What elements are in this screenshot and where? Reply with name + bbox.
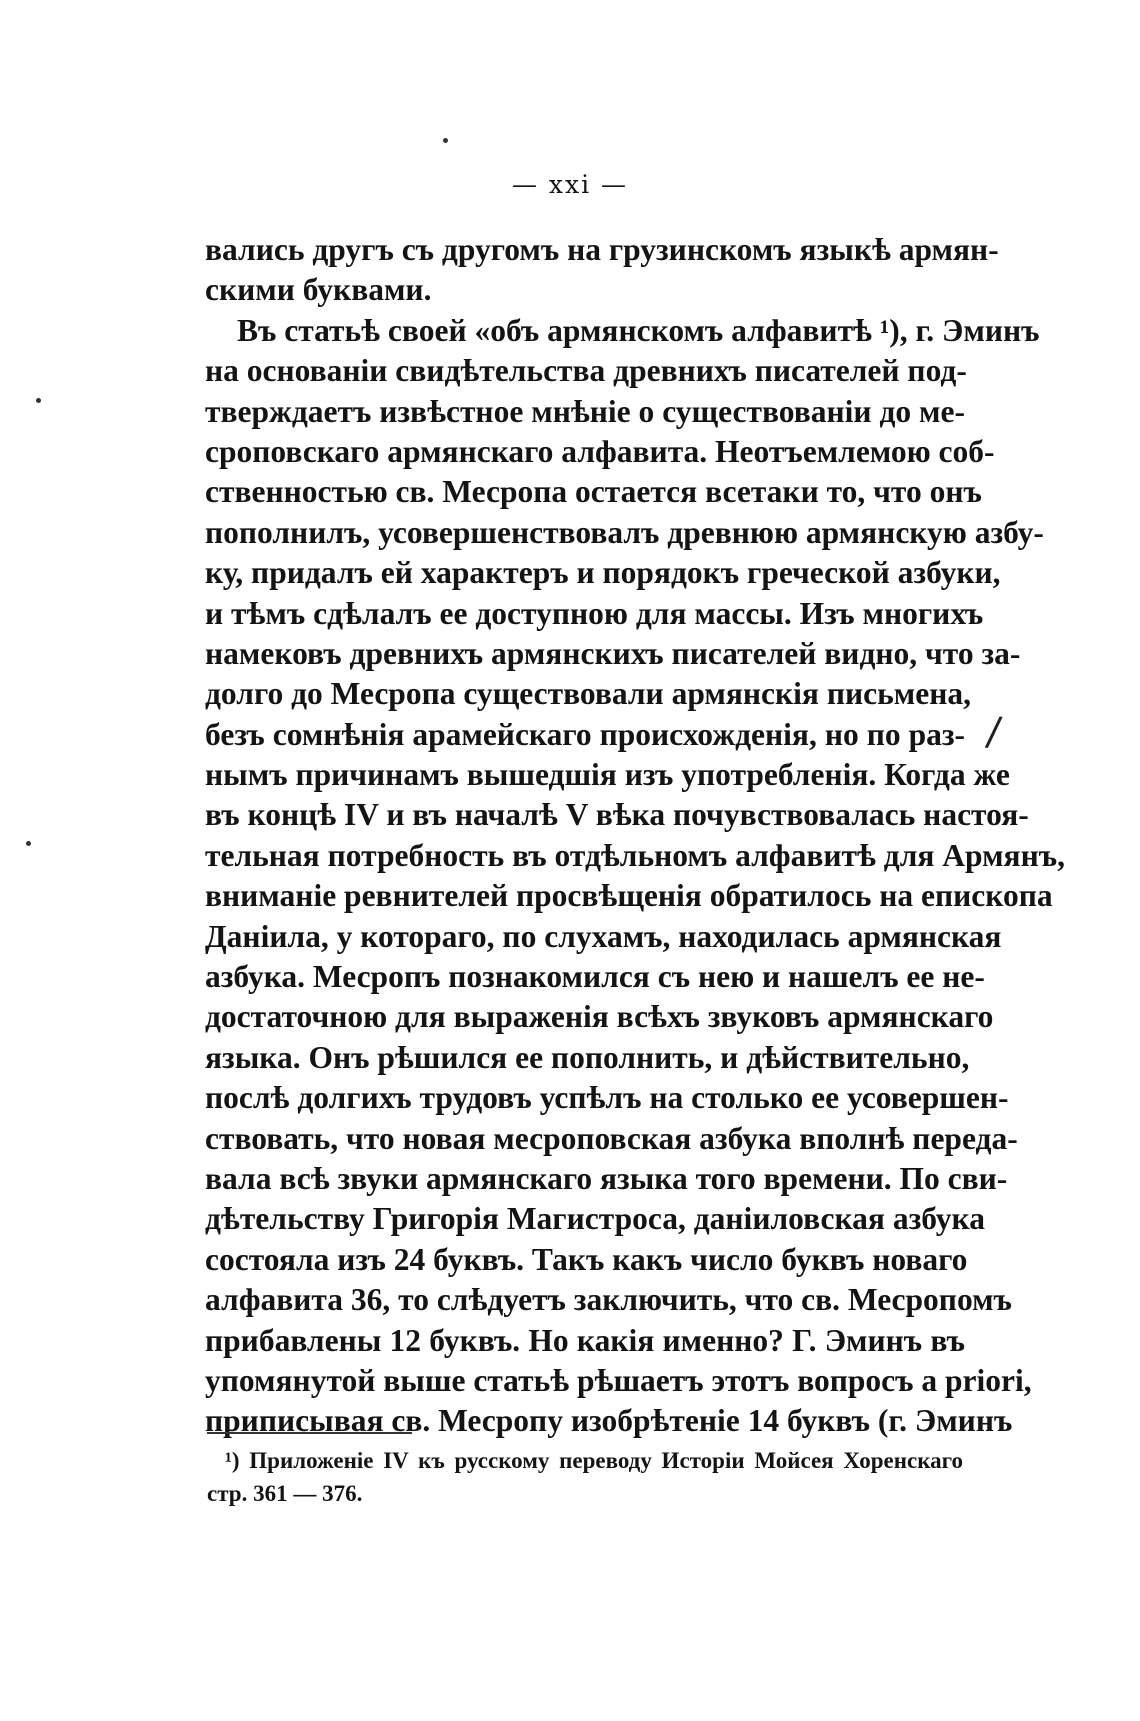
text-line: вала всѣ звуки армянскаго языка того времени. По сви- (205, 1160, 1008, 1196)
text-line: въ концѣ IV и въ началѣ V вѣка почувствовалась настоя- (205, 797, 1029, 833)
text-line: упомянутой выше статьѣ рѣшаетъ этотъ вопросъ a priori, (205, 1362, 1032, 1398)
text-line: намековъ древнихъ армянскихъ писателей видно, что за- (205, 635, 1021, 671)
text-line: безъ сомнѣнія арамейскаго происхожденія, но по раз- (205, 716, 965, 752)
speck-mark (36, 398, 41, 403)
text-line: достаточною для выраженія всѣхъ звуковъ армянскаго (205, 999, 994, 1035)
footnote-divider (207, 1432, 412, 1434)
text-line: ствовать, что новая месроповская азбука вполнѣ переда- (205, 1120, 1018, 1156)
text-line: долго до Месропа существовали армянскія письмена, (205, 676, 971, 712)
margin-pencil-mark: / (983, 708, 1004, 756)
text-line: вались другъ съ другомъ на грузинскомъ языкѣ армян- (205, 232, 999, 267)
text-line: ственностью св. Месропа остается всетаки то, что онъ (205, 474, 982, 510)
text-line: алфавита 36, то слѣдуетъ заключить, что св. Месропомъ (205, 1282, 1012, 1318)
speck-mark (26, 841, 31, 846)
text-line: ку, придалъ ей характеръ и порядокъ греческой азбуки, (205, 555, 1001, 591)
speck-mark (443, 138, 448, 143)
text-line: прибавлены 12 буквъ. Но какія именно? Г. Эминъ въ (205, 1322, 965, 1358)
text-line: дѣтельству Григорія Магистроса, даніиловская азбука (205, 1201, 985, 1237)
text-line: азбука. Месропъ познакомился съ нею и нашелъ ее не- (205, 959, 985, 995)
footnote-line: ¹) Приложеніе IV къ русскому переводу Исторіи Мойсея Хоренскаго (225, 1448, 963, 1473)
text-line: языка. Онъ рѣшился ее пополнить, и дѣйствительно, (205, 1039, 970, 1075)
page-number: — xxi — (511, 170, 629, 199)
footnote-line: стр. 361 — 376. (207, 1481, 363, 1506)
text-line: вниманіе ревнителей просвѣщенія обратилось на епископа (205, 878, 1053, 914)
text-line: и тѣмъ сдѣлалъ ее доступною для массы. Изъ многихъ (205, 595, 984, 631)
text-line: тверждаетъ извѣстное мнѣніе о существованіи до ме- (205, 393, 965, 429)
text-line: приписывая св. Месропу изобрѣтеніе 14 буквъ (г. Эминъ (205, 1403, 1013, 1439)
text-line: Даніила, у котораго, по слухамъ, находилась армянская (205, 918, 1002, 954)
text-line: пополнилъ, усовершенствовалъ древнюю армянскую азбу- (205, 514, 1044, 550)
footnote (207, 1444, 963, 1510)
text-line: скими буквами. (205, 272, 432, 308)
body-text (205, 230, 1065, 1442)
text-line: сроповскаго армянскаго алфавита. Неотъемлемою соб- (205, 433, 995, 469)
text-line: состояла изъ 24 буквъ. Такъ какъ число буквъ новаго (205, 1241, 968, 1277)
text-line: нымъ причинамъ вышедшія изъ употребленія. Когда же (205, 757, 1010, 793)
text-line: на основаніи свидѣтельства древнихъ писателей под- (205, 353, 967, 389)
text-line: Въ статьѣ своей «объ армянскомъ алфавитѣ ¹), г. Эминъ (237, 312, 1040, 348)
text-line: послѣ долгихъ трудовъ успѣлъ на столько ее усовершен- (205, 1080, 1009, 1116)
text-line: тельная потребность въ отдѣльномъ алфавитѣ для Армянъ, (205, 837, 1065, 873)
